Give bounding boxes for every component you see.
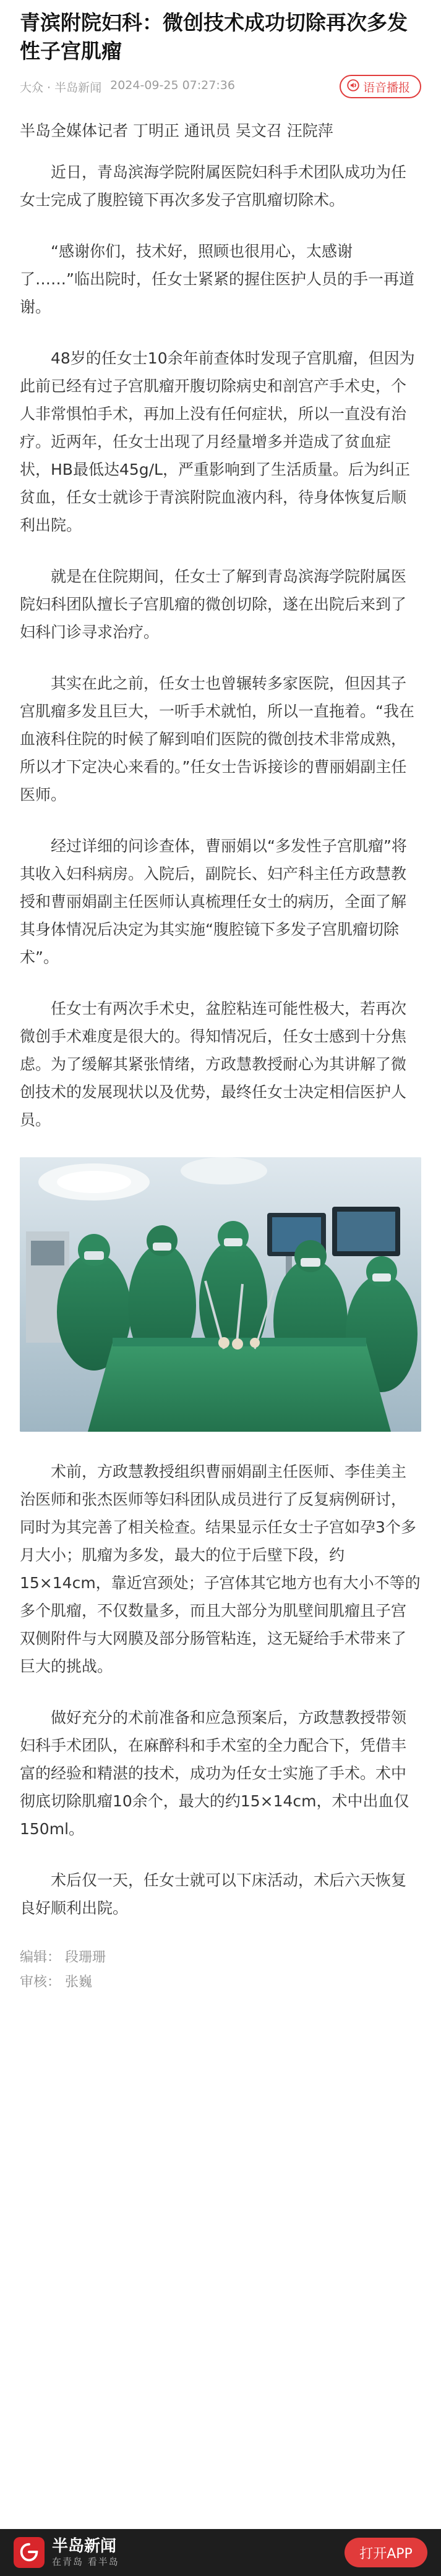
reviewer-name: 张巍 (65, 1975, 93, 1990)
article-paragraph: 术前，方政慧教授组织曹丽娟副主任医师、李佳美主治医师和张杰医师等妇科团队成员进行了反复病例研讨，同时为其完善了相关检查。结果显示任女士子宫如孕3个多月大小；肌瘤为多发，最大的位于后壁下段，约15×14cm，靠近宫颈处；子宫体其它地方也有大小不等的多个肌瘤，不仅数量多，而且大部分为肌壁间肌瘤且子宫双侧附件与大网膜及部分肠管粘连，这无疑给手术带来了巨大的挑战。 (20, 1463, 421, 1675)
surgery-photo-illustration (20, 1157, 421, 1432)
article-timestamp: 2024-09-25 07:27:36 (110, 78, 235, 92)
article-paragraph: 经过详细的问诊查体，曹丽娟以“多发性子宫肌瘤”将其收入妇科病房。入院后，副院长、妇产科主任方政慧教授和曹丽娟副主任医师认真梳理任女士的病历，全面了解其身体情况后决定为其实施“腹腔镜下多发子宫肌瘤切除术”。 (20, 837, 407, 966)
surgery-photo[interactable] (20, 1157, 421, 1432)
brand-text (52, 2537, 119, 2568)
article-title: 青滨附院妇科：微创技术成功切除再次多发性子宫肌瘤 (20, 11, 408, 63)
reviewer-credit (20, 1970, 421, 1995)
brand-name: 半岛新闻 (52, 2537, 117, 2556)
article-paragraph: “感谢你们，技术好，照顾也很用心，太感谢了……”临出院时，任女士紧紧的握住医护人员的手一再道谢。 (20, 242, 414, 316)
editor-label: 编辑： (20, 1950, 61, 1965)
article-paragraph: 做好充分的术前准备和应急预案后，方政慧教授带领妇科手术团队，在麻醉科和手术室的全力配合下，凭借丰富的经验和精湛的技术，成功为任女士实施了手术。术中彻底切除肌瘤10余个，最大的约15×14cm，术中出血仅150ml。 (20, 1709, 409, 1838)
speaker-icon (347, 79, 359, 95)
brand (14, 2537, 119, 2568)
editor-name: 段珊珊 (65, 1950, 106, 1965)
article-paragraph: 其实在此之前，任女士也曾辗转多家医院，但因其子宫肌瘤多发且巨大，一听手术就怕，所以一直拖着。“我在血液科住院的时候了解到咱们医院的微创技术非常成熟，所以才下定决心来看的。”任女士告诉接诊的曹丽娟副主任医师。 (20, 674, 414, 804)
article-paragraph: 术后仅一天，任女士就可以下床活动，术后六天恢复良好顺利出院。 (20, 1871, 407, 1917)
app-download-bar[interactable] (0, 2529, 441, 2576)
audio-broadcast-label: 语音播报 (362, 80, 410, 95)
reviewer-label: 审核： (20, 1975, 61, 1990)
article-paragraph: 48岁的任女士10余年前查体时发现子宫肌瘤，但因为此前已经有过子宫肌瘤开腹切除病史和剖宫产手术史，个人非常惧怕手术，再加上没有任何症状，所以一直没有治疗。近两年，任女士出现了月经量增多并造成了贫血症状，HB最低达45g/L，严重影响到了生活质量。后为纠正贫血，任女士就诊于青滨附院血液内科，待身体恢复后顺利出院。 (20, 349, 415, 534)
article-paragraph: 近日，青岛滨海学院附属医院妇科手术团队成功为任女士完成了腹腔镜下再次多发子宫肌瘤切除术。 (20, 163, 407, 209)
article-paragraph: 任女士有两次手术史，盆腔粘连可能性极大，若再次微创手术难度是很大的。得知情况后，任女士感到十分焦虑。为了缓解其紧张情绪，方政慧教授耐心为其讲解了微创技术的发展现状以及优势，最终任女士决定相信医护人员。 (20, 1000, 407, 1129)
editor-credit (20, 1945, 421, 1970)
article-source: 大众 · 半岛新闻 (20, 80, 102, 95)
open-app-button[interactable]: 打开APP (345, 2538, 427, 2567)
article-paragraph: 就是在住院期间，任女士了解到青岛滨海学院附属医院妇科团队擅长子宫肌瘤的微创切除，遂在出院后来到了妇科门诊寻求治疗。 (20, 567, 407, 641)
brand-slogan: 在青岛 看半岛 (52, 2556, 119, 2567)
meta-row (20, 74, 421, 99)
audio-broadcast-button[interactable] (340, 75, 421, 98)
article-meta (20, 79, 235, 95)
brand-logo-icon (14, 2537, 45, 2568)
article-byline: 半岛全媒体记者 丁明正 通讯员 吴文召 汪院萍 (20, 122, 333, 140)
